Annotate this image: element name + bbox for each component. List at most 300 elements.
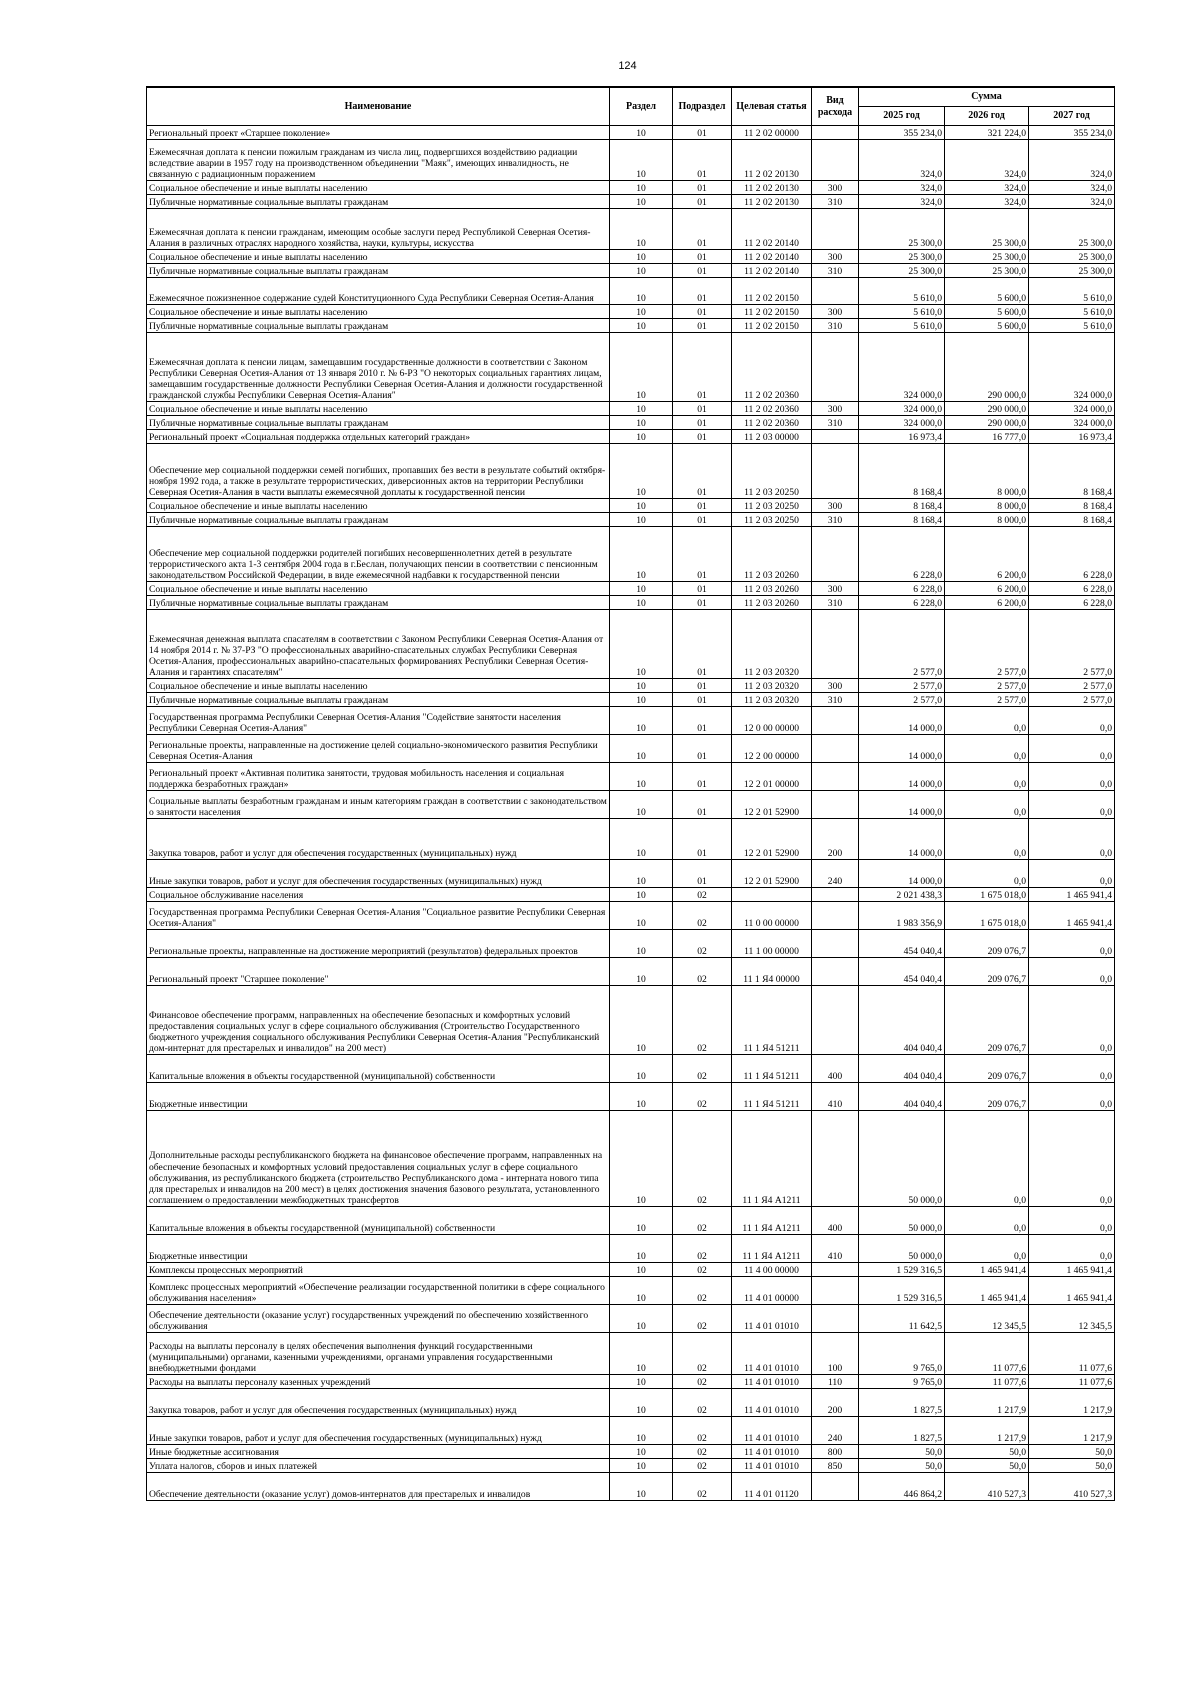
row-subsection: 01 [673,679,732,693]
row-section: 10 [610,1055,673,1083]
row-kind: 400 [812,1207,859,1235]
row-kind [812,791,859,819]
header-name: Наименование [147,87,610,126]
row-sum-2025: 14 000,0 [859,819,945,860]
row-sum-2026: 1 675 018,0 [945,888,1029,902]
row-sum-2025: 16 973,4 [859,430,945,444]
row-name: Социальное обеспечение и иные выплаты населению [147,499,610,513]
row-section: 10 [610,735,673,763]
table-row [147,1389,1115,1417]
header-subsection: Подраздел [673,87,732,126]
row-sum-2027: 0,0 [1029,958,1115,986]
row-subsection: 01 [673,499,732,513]
row-target: 11 2 02 20140 [732,264,812,278]
row-subsection: 01 [673,250,732,264]
row-sum-2025: 6 228,0 [859,527,945,582]
row-sum-2025: 25 300,0 [859,250,945,264]
table-row [147,1375,1115,1389]
header-sum: Сумма [859,87,1115,107]
table-row [147,735,1115,763]
row-sum-2026: 25 300,0 [945,264,1029,278]
header-target: Целевая статья [732,87,812,126]
row-sum-2026: 2 577,0 [945,610,1029,679]
row-target: 11 2 02 20130 [732,195,812,209]
row-sum-2026: 324,0 [945,181,1029,195]
row-sum-2027: 25 300,0 [1029,209,1115,250]
row-name: Капитальные вложения в объекты государственной (муниципальной) собственности [147,1207,610,1235]
row-kind: 110 [812,1375,859,1389]
row-sum-2027: 0,0 [1029,860,1115,888]
row-subsection: 02 [673,1207,732,1235]
row-name: Бюджетные инвестиции [147,1083,610,1111]
row-target: 12 2 01 52900 [732,860,812,888]
row-name: Уплата налогов, сборов и иных платежей [147,1459,610,1473]
row-subsection: 01 [673,305,732,319]
row-target: 11 2 02 20150 [732,278,812,305]
table-row [147,527,1115,582]
row-sum-2026: 25 300,0 [945,250,1029,264]
row-section: 10 [610,819,673,860]
row-subsection: 02 [673,888,732,902]
row-name: Ежемесячная доплата к пенсии пожилым гражданам из числа лиц, подвергшихся воздействию радиации вследствие аварии в 1957 году на производственном объединении "Маяк", имеющих инвалидность, не связанную с радиационным поражением [147,140,610,181]
page-number: 124 [618,60,637,72]
row-sum-2027: 0,0 [1029,1207,1115,1235]
row-name: Обеспечение мер социальной поддержки семей погибших, пропавших без вести в результате событий октября-ноября 1992 года, а также в результате террористических, диверсионных актов на территории Республики Северная Осетия-Алания в части выплаты ежемесячной доплаты к государственной пенсии [147,444,610,499]
row-sum-2025: 50 000,0 [859,1235,945,1263]
row-subsection: 02 [673,1263,732,1277]
row-subsection: 01 [673,195,732,209]
row-kind: 200 [812,1389,859,1417]
table-row [147,402,1115,416]
row-kind: 310 [812,416,859,430]
row-subsection: 01 [673,860,732,888]
row-name: Публичные нормативные социальные выплаты гражданам [147,416,610,430]
row-section: 10 [610,319,673,333]
row-section: 10 [610,1235,673,1263]
row-sum-2027: 25 300,0 [1029,250,1115,264]
row-kind: 100 [812,1333,859,1375]
row-target: 11 4 01 01010 [732,1445,812,1459]
row-target: 11 2 02 20150 [732,305,812,319]
row-kind: 310 [812,693,859,707]
row-subsection: 01 [673,181,732,195]
row-section: 10 [610,888,673,902]
row-sum-2027: 0,0 [1029,707,1115,735]
table-body [147,126,1115,1501]
row-sum-2025: 14 000,0 [859,707,945,735]
row-sum-2027: 324 000,0 [1029,402,1115,416]
row-target: 11 2 03 20320 [732,610,812,679]
row-sum-2025: 50,0 [859,1459,945,1473]
row-target: 11 2 03 20250 [732,499,812,513]
row-sum-2027: 5 610,0 [1029,278,1115,305]
row-subsection: 01 [673,610,732,679]
row-name: Комплексы процессных мероприятий [147,1263,610,1277]
row-sum-2026: 0,0 [945,860,1029,888]
row-kind [812,1305,859,1333]
row-target: 11 4 01 01010 [732,1375,812,1389]
table-row [147,1459,1115,1473]
row-sum-2027: 6 228,0 [1029,527,1115,582]
row-section: 10 [610,278,673,305]
row-target [732,888,812,902]
row-section: 10 [610,333,673,402]
row-subsection: 02 [673,1375,732,1389]
row-sum-2025: 5 610,0 [859,305,945,319]
row-section: 10 [610,1207,673,1235]
row-subsection: 01 [673,140,732,181]
row-sum-2025: 14 000,0 [859,791,945,819]
row-sum-2026: 6 200,0 [945,582,1029,596]
row-section: 10 [610,596,673,610]
table-row [147,596,1115,610]
table-row [147,195,1115,209]
row-section: 10 [610,930,673,958]
row-subsection: 02 [673,1417,732,1445]
row-name: Социальное обеспечение и иные выплаты населению [147,582,610,596]
table-row [147,1263,1115,1277]
row-sum-2026: 1 465 941,4 [945,1277,1029,1305]
row-kind [812,958,859,986]
row-kind [812,986,859,1055]
row-kind: 850 [812,1459,859,1473]
row-kind: 300 [812,402,859,416]
row-subsection: 01 [673,735,732,763]
row-sum-2025: 324 000,0 [859,416,945,430]
row-sum-2026: 324,0 [945,140,1029,181]
row-sum-2026: 290 000,0 [945,333,1029,402]
row-name: Закупка товаров, работ и услуг для обеспечения государственных (муниципальных) нужд [147,1389,610,1417]
row-kind: 300 [812,582,859,596]
row-target: 11 4 01 01010 [732,1389,812,1417]
row-section: 10 [610,1389,673,1417]
row-sum-2027: 1 465 941,4 [1029,902,1115,930]
row-sum-2026: 0,0 [945,791,1029,819]
row-sum-2025: 25 300,0 [859,264,945,278]
row-sum-2025: 5 610,0 [859,319,945,333]
row-sum-2026: 16 777,0 [945,430,1029,444]
row-section: 10 [610,444,673,499]
row-kind: 410 [812,1235,859,1263]
row-target: 11 1 00 00000 [732,930,812,958]
row-target: 11 1 Я4 А1211 [732,1235,812,1263]
row-kind [812,209,859,250]
row-kind: 300 [812,305,859,319]
row-sum-2025: 50,0 [859,1445,945,1459]
row-sum-2027: 11 077,6 [1029,1375,1115,1389]
row-sum-2026: 6 200,0 [945,527,1029,582]
row-kind: 310 [812,319,859,333]
row-sum-2026: 1 217,9 [945,1417,1029,1445]
row-sum-2027: 8 168,4 [1029,513,1115,527]
table-row [147,1111,1115,1207]
row-sum-2025: 446 864,2 [859,1473,945,1501]
row-sum-2026: 209 076,7 [945,1083,1029,1111]
row-name: Социальное обеспечение и иные выплаты населению [147,402,610,416]
row-name: Ежемесячная доплата к пенсии лицам, замещавшим государственные должности в соответствии с Законом Республики Северная Осетия-Алания от 13 января 2010 г. № 6-РЗ "О некоторых социальных гарантиях лицам, замещавшим государственные должности Республики Северная Осетия-Алания и должности государственной гражданской службы Республики Северная Осетия-Алания" [147,333,610,402]
row-sum-2027: 8 168,4 [1029,499,1115,513]
row-name: Социальные выплаты безработным гражданам и иным категориям граждан в соответствии с законодательством о занятости населения [147,791,610,819]
row-name: Закупка товаров, работ и услуг для обеспечения государственных (муниципальных) нужд [147,819,610,860]
row-name: Региональные проекты, направленные на достижение мероприятий (результатов) федеральных проектов [147,930,610,958]
row-sum-2026: 2 577,0 [945,693,1029,707]
row-name: Региональный проект "Старшее поколение" [147,958,610,986]
row-sum-2025: 14 000,0 [859,860,945,888]
table-row [147,1083,1115,1111]
row-kind [812,1473,859,1501]
row-section: 10 [610,1111,673,1207]
row-subsection: 02 [673,930,732,958]
row-kind: 400 [812,1055,859,1083]
row-section: 10 [610,402,673,416]
row-sum-2025: 2 577,0 [859,679,945,693]
row-subsection: 02 [673,1111,732,1207]
row-subsection: 01 [673,430,732,444]
row-target: 11 2 02 20360 [732,333,812,402]
row-subsection: 01 [673,527,732,582]
row-target: 11 0 00 00000 [732,902,812,930]
row-sum-2026: 5 600,0 [945,305,1029,319]
row-sum-2026: 0,0 [945,1235,1029,1263]
row-target: 11 2 03 00000 [732,430,812,444]
row-subsection: 01 [673,444,732,499]
row-name: Финансовое обеспечение программ, направленных на обеспечение безопасных и комфортных условий предоставления социальных услуг в сфере социального обслуживания (Строительство Государственного бюджетного учреждения социального обслуживания Республики Северная Осетия-Алания "Республиканский дом-интернат для престарелых и инвалидов" на 200 мест) [147,986,610,1055]
table-row [147,679,1115,693]
table-row [147,860,1115,888]
row-name: Государственная программа Республики Северная Осетия-Алания "Содействие занятости населения Республики Северная Осетия-Алания" [147,707,610,735]
row-target: 12 2 00 00000 [732,735,812,763]
row-subsection: 02 [673,1305,732,1333]
row-section: 10 [610,527,673,582]
row-sum-2026: 12 345,5 [945,1305,1029,1333]
row-sum-2025: 1 529 316,5 [859,1277,945,1305]
row-kind: 800 [812,1445,859,1459]
table-row [147,1473,1115,1501]
row-target: 11 2 02 20150 [732,319,812,333]
row-sum-2027: 324,0 [1029,140,1115,181]
row-subsection: 01 [673,693,732,707]
row-subsection: 02 [673,1277,732,1305]
row-sum-2026: 1 217,9 [945,1389,1029,1417]
row-sum-2027: 5 610,0 [1029,319,1115,333]
row-name: Иные закупки товаров, работ и услуг для обеспечения государственных (муниципальных) нужд [147,860,610,888]
row-name: Региональные проекты, направленные на достижение целей социально-экономического развития Республики Северная Осетия-Алания [147,735,610,763]
row-name: Иные бюджетные ассигнования [147,1445,610,1459]
table-row [147,1235,1115,1263]
row-name: Публичные нормативные социальные выплаты гражданам [147,319,610,333]
row-section: 10 [610,902,673,930]
row-subsection: 02 [673,1083,732,1111]
row-target: 11 2 02 20360 [732,402,812,416]
row-subsection: 02 [673,986,732,1055]
row-kind: 310 [812,596,859,610]
table-row [147,693,1115,707]
row-section: 10 [610,958,673,986]
row-sum-2026: 5 600,0 [945,319,1029,333]
row-target: 12 2 01 00000 [732,763,812,791]
row-sum-2027: 0,0 [1029,1055,1115,1083]
row-sum-2026: 50,0 [945,1459,1029,1473]
row-sum-2025: 355 234,0 [859,126,945,140]
row-kind: 310 [812,195,859,209]
row-name: Социальное обеспечение и иные выплаты населению [147,305,610,319]
row-sum-2025: 50 000,0 [859,1207,945,1235]
row-name: Ежемесячная доплата к пенсии гражданам, имеющим особые заслуги перед Республикой Северная Осетия-Алания в различных отраслях народного хозяйства, науки, культуры, искусства [147,209,610,250]
row-target: 11 4 01 00000 [732,1277,812,1305]
row-kind: 300 [812,181,859,195]
row-kind [812,735,859,763]
row-sum-2027: 1 217,9 [1029,1389,1115,1417]
row-target: 11 2 02 20130 [732,181,812,195]
row-sum-2026: 209 076,7 [945,930,1029,958]
row-sum-2026: 0,0 [945,1207,1029,1235]
row-subsection: 02 [673,1333,732,1375]
row-subsection: 01 [673,707,732,735]
row-kind: 310 [812,264,859,278]
row-target: 11 1 Я4 51211 [732,1083,812,1111]
row-kind: 240 [812,860,859,888]
row-kind [812,902,859,930]
row-target: 11 2 03 20250 [732,444,812,499]
row-subsection: 01 [673,763,732,791]
row-section: 10 [610,499,673,513]
row-kind [812,707,859,735]
row-sum-2026: 1 675 018,0 [945,902,1029,930]
row-section: 10 [610,1473,673,1501]
row-subsection: 02 [673,1389,732,1417]
row-sum-2025: 324,0 [859,181,945,195]
table-row [147,430,1115,444]
row-sum-2027: 0,0 [1029,1235,1115,1263]
row-name: Дополнительные расходы республиканского бюджета на финансовое обеспечение программ, направленных на обеспечение безопасных и комфортных условий предоставления социальных услуг в сфере социального обслуживания, из республиканского бюджета (строительство Республиканского дома - интерната нового типа для престарелых и инвалидов на 200 мест) в целях достижения значения базового результата, установленного соглашением о предоставлении межбюджетных трансфертов [147,1111,610,1207]
row-target: 11 2 03 20260 [732,596,812,610]
row-sum-2026: 1 465 941,4 [945,1263,1029,1277]
row-sum-2025: 324,0 [859,140,945,181]
row-name: Региональный проект «Активная политика занятости, трудовая мобильность населения и социальная поддержка безработных граждан» [147,763,610,791]
row-sum-2025: 1 529 316,5 [859,1263,945,1277]
row-name: Обеспечение деятельности (оказание услуг) государственных учреждений по обеспечению хозяйственного обслуживания [147,1305,610,1333]
table-row [147,958,1115,986]
row-kind [812,126,859,140]
row-kind: 310 [812,513,859,527]
row-sum-2027: 0,0 [1029,1083,1115,1111]
row-sum-2025: 8 168,4 [859,444,945,499]
row-name: Публичные нормативные социальные выплаты гражданам [147,693,610,707]
row-subsection: 01 [673,264,732,278]
row-subsection: 01 [673,402,732,416]
table-row [147,888,1115,902]
row-sum-2027: 5 610,0 [1029,305,1115,319]
row-sum-2027: 2 577,0 [1029,679,1115,693]
row-sum-2025: 324,0 [859,195,945,209]
row-name: Социальное обеспечение и иные выплаты населению [147,250,610,264]
row-sum-2026: 8 000,0 [945,499,1029,513]
row-sum-2027: 2 577,0 [1029,693,1115,707]
row-kind [812,444,859,499]
row-sum-2027: 6 228,0 [1029,596,1115,610]
row-name: Региональный проект «Социальная поддержка отдельных категорий граждан» [147,430,610,444]
row-sum-2027: 1 465 941,4 [1029,1263,1115,1277]
row-name: Публичные нормативные социальные выплаты гражданам [147,596,610,610]
row-sum-2025: 5 610,0 [859,278,945,305]
row-section: 10 [610,416,673,430]
row-target: 11 1 Я4 А1211 [732,1207,812,1235]
row-name: Иные закупки товаров, работ и услуг для обеспечения государственных (муниципальных) нужд [147,1417,610,1445]
row-sum-2026: 5 600,0 [945,278,1029,305]
table-row [147,763,1115,791]
row-sum-2027: 50,0 [1029,1445,1115,1459]
row-name: Расходы на выплаты персоналу в целях обеспечения выполнения функций государственными (муниципальными) органами, казенными учреждениями, органами управления государственными внебюджетными фондами [147,1333,610,1375]
row-kind [812,278,859,305]
row-kind [812,763,859,791]
row-name: Публичные нормативные социальные выплаты гражданам [147,195,610,209]
row-sum-2025: 25 300,0 [859,209,945,250]
row-section: 10 [610,693,673,707]
row-sum-2025: 324 000,0 [859,333,945,402]
row-sum-2026: 0,0 [945,819,1029,860]
row-sum-2027: 50,0 [1029,1459,1115,1473]
row-kind [812,140,859,181]
row-subsection: 01 [673,209,732,250]
row-subsection: 01 [673,278,732,305]
row-section: 10 [610,679,673,693]
row-section: 10 [610,707,673,735]
row-target: 11 4 01 01010 [732,1305,812,1333]
row-subsection: 01 [673,126,732,140]
table-row [147,513,1115,527]
row-section: 10 [610,140,673,181]
row-name: Расходы на выплаты персоналу казенных учреждений [147,1375,610,1389]
row-sum-2026: 290 000,0 [945,416,1029,430]
row-sum-2025: 2 577,0 [859,693,945,707]
row-target: 11 1 Я4 А1211 [732,1111,812,1207]
table-row [147,582,1115,596]
row-target: 11 2 03 20320 [732,693,812,707]
row-subsection: 02 [673,1445,732,1459]
row-sum-2025: 9 765,0 [859,1333,945,1375]
row-target: 11 4 01 01010 [732,1417,812,1445]
row-sum-2025: 50 000,0 [859,1111,945,1207]
row-section: 10 [610,126,673,140]
row-target: 11 1 Я4 51211 [732,1055,812,1083]
row-subsection: 01 [673,333,732,402]
row-sum-2025: 6 228,0 [859,582,945,596]
row-sum-2027: 324,0 [1029,195,1115,209]
header-kind: Вид расхода [812,87,859,126]
row-subsection: 01 [673,416,732,430]
row-subsection: 01 [673,582,732,596]
row-sum-2027: 355 234,0 [1029,126,1115,140]
table-row [147,1277,1115,1305]
table-row [147,319,1115,333]
row-sum-2025: 454 040,4 [859,958,945,986]
table-row [147,610,1115,679]
row-sum-2027: 0,0 [1029,986,1115,1055]
header-year-2026: 2026 год [945,107,1029,126]
row-name: Социальное обслуживание населения [147,888,610,902]
row-name: Ежемесячное пожизненное содержание судей Конституционного Суда Республики Северная Осетия-Алания [147,278,610,305]
row-section: 10 [610,610,673,679]
row-target: 11 2 03 20260 [732,527,812,582]
row-subsection: 01 [673,319,732,333]
row-subsection: 01 [673,819,732,860]
row-name: Социальное обеспечение и иные выплаты населению [147,181,610,195]
row-sum-2026: 11 077,6 [945,1375,1029,1389]
row-section: 10 [610,430,673,444]
table-row [147,333,1115,402]
row-subsection: 01 [673,513,732,527]
row-sum-2025: 6 228,0 [859,596,945,610]
